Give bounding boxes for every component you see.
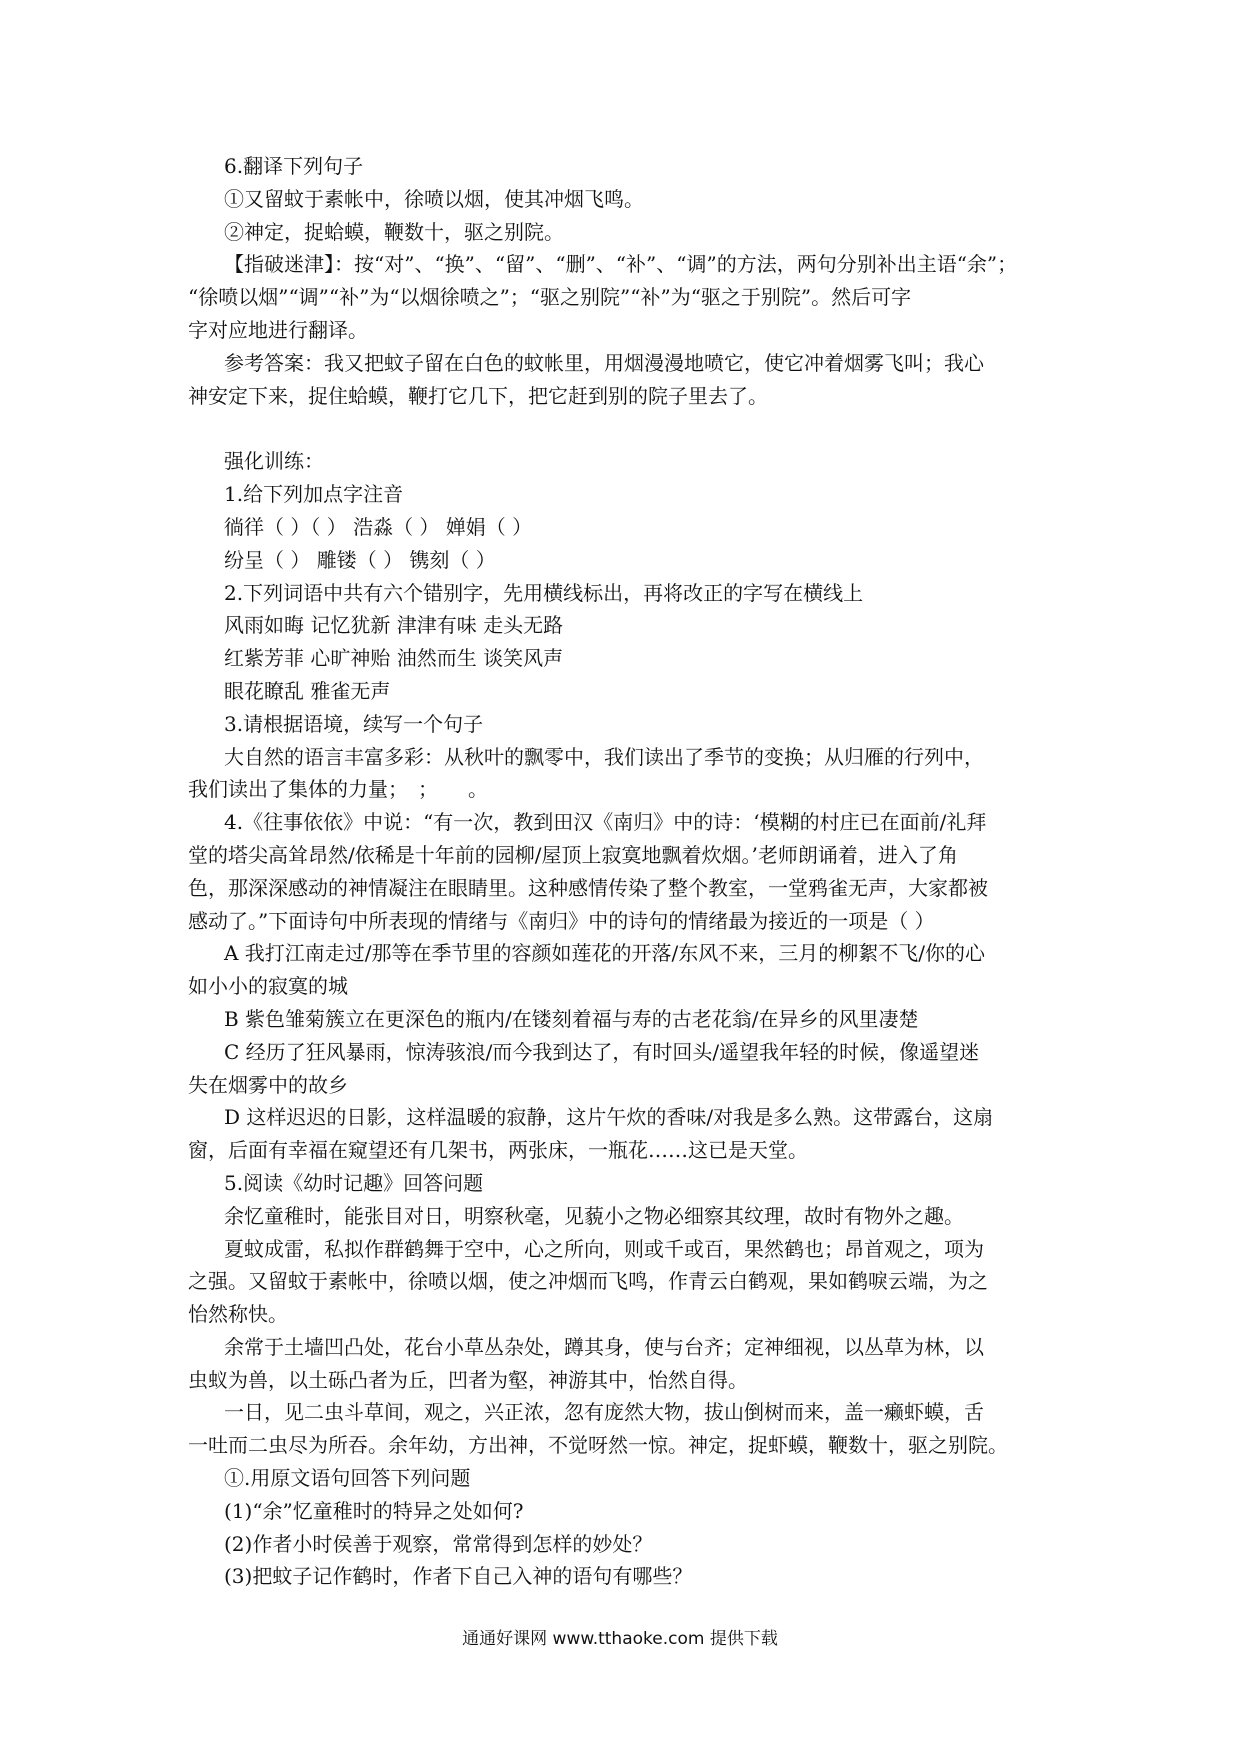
q4-option-d: D 这样迟迟的日影，这样温暖的寂静，这片午炊的香味/对我是多么熟。这带露台，这扇: [224, 1105, 994, 1130]
q4-option-d: 窗，后面有幸福在窥望还有几架书，两张床，一瓶花……这已是天堂。: [188, 1138, 808, 1163]
q6-hint-line: “徐喷以烟”“调”“补”为“以烟徐喷之”；“驱之别院”“补”为“驱之于别院”。然后可字: [188, 285, 912, 310]
sub-question: (2)作者小时侯善于观察，常常得到怎样的妙处？: [224, 1531, 653, 1556]
q1-line: 纷呈（ ） 雕镂（ ） 镌刻（ ）: [224, 547, 496, 572]
passage-line: 一日，见二虫斗草间，观之，兴正浓，忽有庞然大物，拔山倒树而来，盖一癞虾蟆，舌: [224, 1400, 984, 1425]
training-title: 强化训练：: [224, 449, 324, 474]
q2-title: 2.下列词语中共有六个错别字，先用横线标出，再将改正的字写在横线上: [224, 580, 864, 605]
document-body: [188, 150, 1058, 1593]
q4-option-c: 失在烟雾中的故乡: [188, 1072, 348, 1097]
q1-title: 1.给下列加点字注音: [224, 482, 404, 507]
q6-title: 6.翻译下列句子: [224, 154, 364, 178]
q4-line: 色，那深深感动的神情凝注在眼睛里。这种感情传染了整个教室，一堂鸦雀无声，大家都被: [188, 875, 988, 900]
sub-question: (1)“余”忆童稚时的特异之处如何?: [224, 1498, 524, 1523]
q4-line: 4.《往事依依》中说：“有一次，教到田汉《南归》中的诗：‘模糊的村庄已在面前/礼拜: [224, 810, 987, 835]
q4-option-c: C 经历了狂风暴雨，惊涛骇浪/而今我到达了，有时回头/遥望我年轻的时候，像遥望迷: [224, 1039, 980, 1064]
q2-line: 红紫芳菲 心旷神贻 油然而生 谈笑风声: [224, 646, 564, 671]
q3-line: 我们读出了集体的力量； ； 。: [188, 777, 488, 802]
sub-question: (3)把蚊子记作鹤时，作者下自己入神的语句有哪些？: [224, 1564, 693, 1589]
q4-option-a: 如小小的寂寞的城: [188, 974, 348, 999]
q4-option-b: B 紫色雏菊簇立在更深色的瓶内/在镂刻着福与寿的古老花翁/在异乡的风里凄楚: [224, 1006, 919, 1031]
q6-answer-line: 神安定下来，捉住蛤蟆，鞭打它几下，把它赶到别的院子里去了。: [188, 383, 768, 408]
q6-answer-line: 参考答案：我又把蚊子留在白色的蚊帐里，用烟漫漫地喷它，使它冲着烟雾飞叫；我心: [224, 350, 984, 375]
q4-option-a: A 我打江南走过/那等在季节里的容颜如莲花的开落/东风不来，三月的柳絮不飞/你的心: [224, 941, 986, 966]
q3-line: 大自然的语言丰富多彩：从秋叶的飘零中，我们读出了季节的变换；从归雁的行列中，: [224, 744, 984, 769]
passage-line: 余忆童稚时，能张目对日，明察秋毫，见藐小之物必细察其纹理，故时有物外之趣。: [224, 1203, 964, 1228]
sub-question-title: ①.用原文语句回答下列问题: [224, 1466, 471, 1491]
q6-hint-line: 字对应地进行翻译。: [188, 317, 368, 342]
q3-title: 3.请根据语境，续写一个句子: [224, 711, 484, 736]
passage-line: 之强。又留蚊于素帐中，徐喷以烟，使之冲烟而飞鸣，作青云白鹤观，果如鹤唳云端，为之: [188, 1269, 988, 1294]
q1-line: 徜徉（ ）（ ） 浩淼（ ） 婵娟（ ）: [224, 514, 533, 539]
passage-line: 虫蚁为兽，以土砾凸者为丘，凹者为壑，神游其中，怡然自得。: [188, 1367, 748, 1392]
q4-line: 感动了。”下面诗句中所表现的情绪与《南归》中的诗句的情绪最为接近的一项是（ ）: [188, 908, 935, 933]
q2-line: 眼花瞭乱 雅雀无声: [224, 678, 391, 703]
q6-hint-line: 【指破迷津】：按“对”、“换”、“留”、“删”、“补”、“调”的方法，两句分别补出主语“余”；: [224, 252, 1018, 277]
page-footer: 通通好课网 www.tthaoke.com 提供下载: [462, 1629, 778, 1649]
passage-line: 夏蚊成雷，私拟作群鹤舞于空中，心之所向，则或千或百，果然鹤也；昂首观之，项为: [224, 1236, 984, 1261]
q5-title: 5.阅读《幼时记趣》回答问题: [224, 1170, 484, 1195]
spacer: [188, 412, 1058, 445]
q2-line: 风雨如晦 记忆犹新 津津有味 走头无路: [224, 613, 564, 638]
passage-line: 怡然称快。: [188, 1302, 288, 1327]
passage-line: 一吐而二虫尽为所吞。余年幼，方出神，不觉呀然一惊。神定，捉虾蟆，鞭数十，驱之别院。: [188, 1433, 1008, 1458]
q4-line: 堂的塔尖高耸昂然/依稀是十年前的园柳/屋顶上寂寞地飘着炊烟。’老师朗诵着，进入了角: [188, 842, 958, 867]
passage-line: 余常于土墙凹凸处，花台小草丛杂处，蹲其身，使与台齐；定神细视，以丛草为林，以: [224, 1334, 984, 1359]
q6-sentence-2: ②神定，捉蛤蟆，鞭数十，驱之别院。: [224, 219, 564, 244]
q6-sentence-1: ①又留蚊于素帐中，徐喷以烟，使其冲烟飞鸣。: [224, 186, 644, 211]
